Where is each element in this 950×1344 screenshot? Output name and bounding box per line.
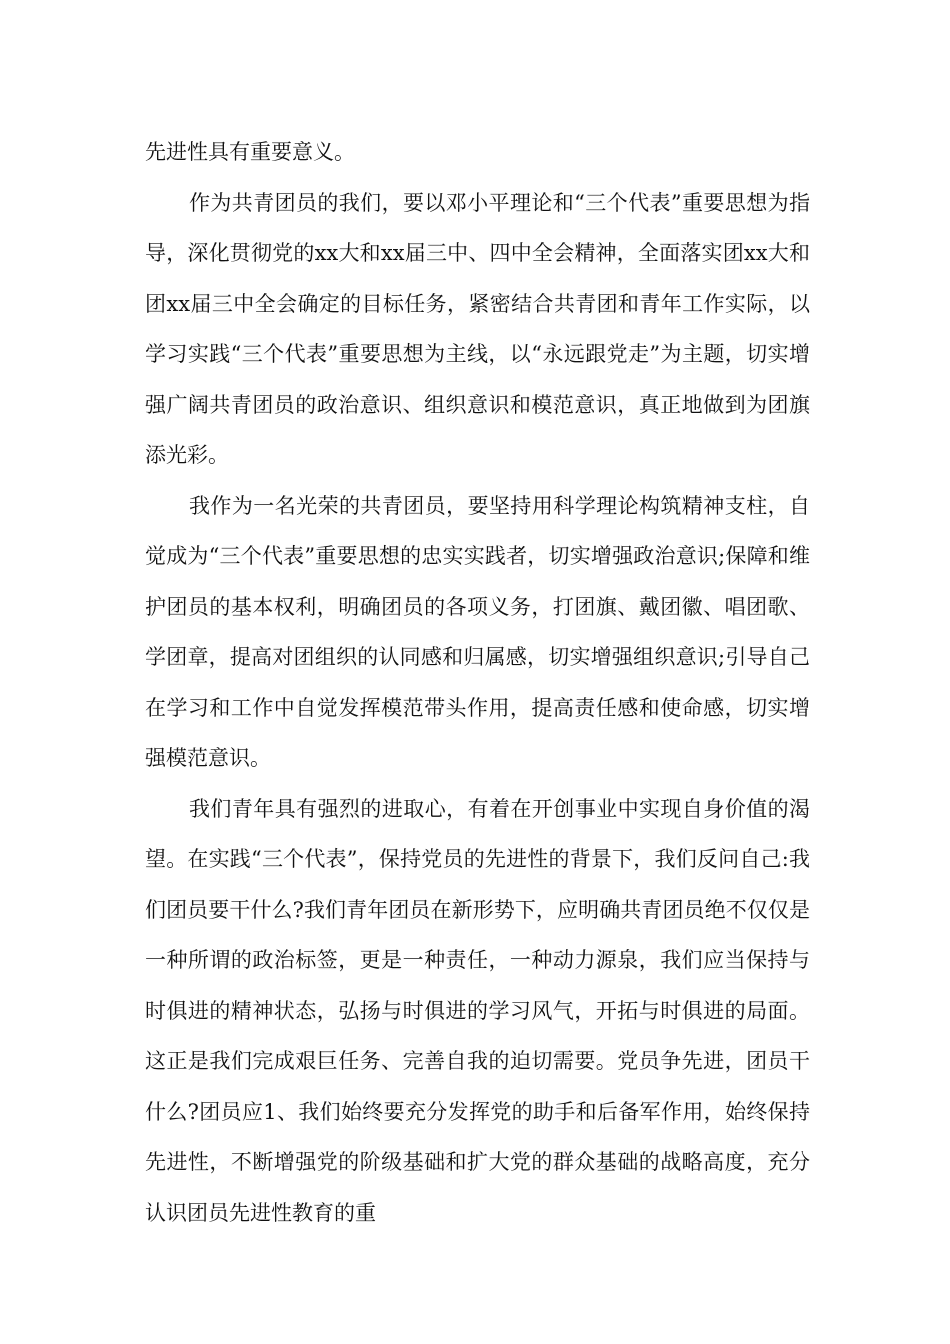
document-body: [145, 127, 810, 1238]
paragraph-3: 我作为一名光荣的共青团员，要坚持用科学理论构筑精神支柱，自觉成为“三个代表”重要思想的忠实实践者，切实增强政治意识;保障和维护团员的基本权利，明确团员的各项义务，打团旗、戴团徽、唱团歌、学团章，提高对团组织的认同感和归属感，切实增强组织意识;引导自己在学习和工作中自觉发挥模范带头作用，提高责任感和使命感，切实增强模范意识。: [145, 493, 810, 770]
paragraph-2: 作为共青团员的我们，要以邓小平理论和“三个代表”重要思想为指导，深化贯彻党的xx大和xx届三中、四中全会精神，全面落实团xx大和团xx届三中全会确定的目标任务，紧密结合共青团和青年工作实际，以学习实践“三个代表”重要思想为主线，以“永远跟党走”为主题，切实增强广阔共青团员的政治意识、组织意识和模范意识，真正地做到为团旗添光彩。: [145, 190, 810, 467]
paragraph-4: 我们青年具有强烈的进取心，有着在开创事业中实现自身价值的渴望。在实践“三个代表”，保持党员的先进性的背景下，我们反问自己:我们团员要干什么?我们青年团员在新形势下，应明确共青团员绝不仅仅是一种所谓的政治标签，更是一种责任，一种动力源泉，我们应当保持与时俱进的精神状态，弘扬与时俱进的学习风气，开拓与时俱进的局面。这正是我们完成艰巨任务、完善自我的迫切需要。党员争先进，团员干什么?团员应1、我们始终要充分发挥党的助手和后备军作用，始终保持先进性，不断增强党的阶级基础和扩大党的群众基础的战略高度，充分认识团员先进性教育的重: [145, 796, 810, 1225]
paragraph-1: 先进性具有重要意义。: [145, 140, 355, 164]
